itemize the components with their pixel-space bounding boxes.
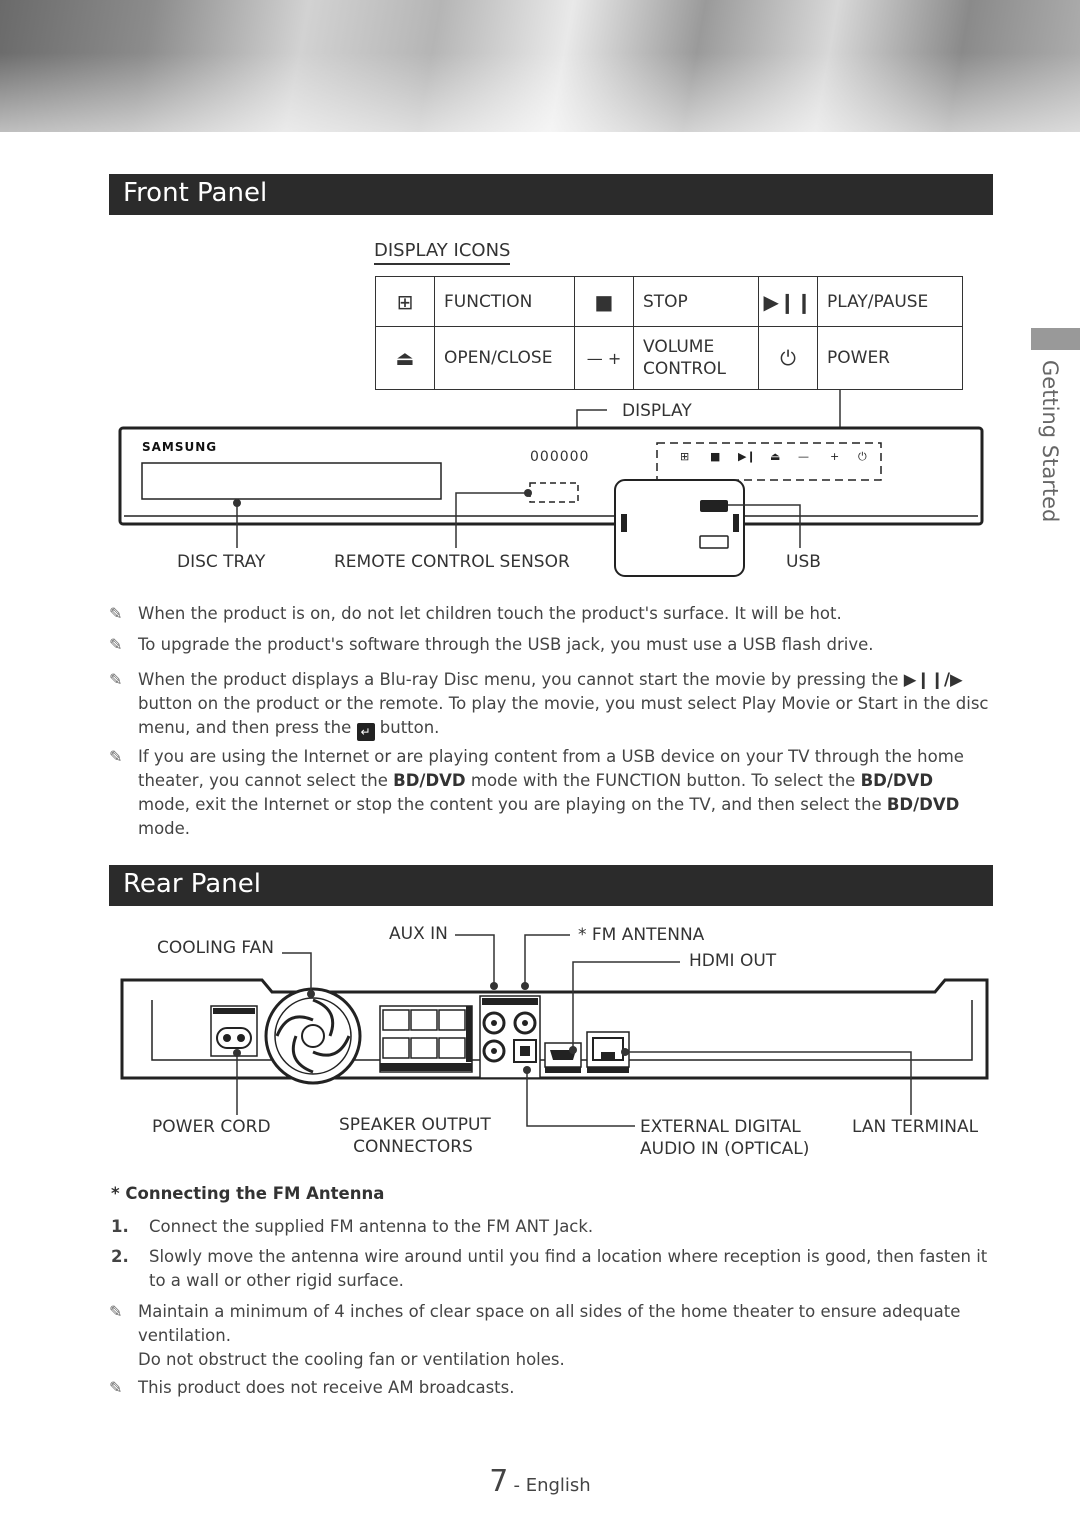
stop-label: STOP	[634, 277, 759, 327]
note-bold: BD/DVD	[393, 771, 466, 790]
callout-display: DISPLAY	[622, 401, 692, 421]
fm-antenna-heading: * Connecting the FM Antenna	[111, 1184, 385, 1203]
step-number: 2.	[111, 1247, 129, 1266]
ext-digital-line2: AUDIO IN (OPTICAL)	[640, 1139, 810, 1159]
step-number: 1.	[111, 1217, 129, 1236]
page-footer	[0, 1464, 1080, 1499]
note-text: Do not obstruct the cooling fan or ventilation holes.	[138, 1350, 565, 1369]
speaker-output-line1: SPEAKER OUTPUT	[339, 1115, 491, 1135]
note-pen-icon: ✎	[109, 747, 123, 766]
speaker-output-line2: CONNECTORS	[353, 1137, 473, 1157]
note-text: button on the product or the remote. To play the movie, you must select Play Movie or Start in the disc menu, and then press the	[138, 694, 989, 737]
open-close-label: OPEN/CLOSE	[435, 327, 575, 390]
note-text: button.	[374, 718, 440, 737]
page-number: 7	[489, 1464, 509, 1499]
play-pause-inline-icon: ▶❙❙/▶	[903, 670, 963, 689]
note	[109, 602, 989, 626]
side-tab-label: Getting Started	[1038, 360, 1062, 523]
note	[109, 1300, 989, 1372]
front-notes	[109, 602, 989, 841]
note-text: To upgrade the product's software through the USB jack, you must use a USB flash drive.	[138, 635, 874, 654]
rear-panel-title: Rear Panel	[123, 869, 261, 899]
open-close-icon: ⏏	[376, 327, 435, 390]
fm-steps	[109, 1215, 989, 1293]
note-pen-icon: ✎	[109, 670, 123, 689]
note-pen-icon: ✎	[109, 1378, 123, 1397]
btn-stop-icon[interactable]: ■	[710, 450, 721, 463]
note	[109, 745, 989, 841]
front-buttons	[672, 450, 882, 470]
btn-vol-up-icon[interactable]: +	[830, 450, 840, 463]
note-text: When the product displays a Blu-ray Disc menu, you cannot start the movie by pressing the	[138, 670, 904, 689]
callout-hdmi-out: HDMI OUT	[689, 951, 777, 971]
display-icons-title: DISPLAY ICONS	[374, 240, 510, 265]
note-pen-icon: ✎	[109, 1302, 123, 1321]
btn-power-icon[interactable]: ⏻	[858, 450, 867, 463]
display-digits: 000000	[530, 449, 590, 465]
callout-power-cord: POWER CORD	[152, 1117, 271, 1137]
note-text: This product does not receive AM broadcasts.	[138, 1378, 515, 1397]
note-bold: BD/DVD	[860, 771, 934, 790]
note	[109, 633, 989, 657]
callout-speaker-output	[339, 1115, 491, 1157]
volume-label-line2: CONTROL	[643, 359, 727, 379]
note-pen-icon: ✎	[109, 635, 123, 654]
note-bold: BD/DVD	[886, 795, 960, 814]
volume-label-line1: VOLUME	[643, 337, 715, 357]
function-label: FUNCTION	[435, 277, 575, 327]
play-pause-icon: ▶❙❙	[759, 277, 818, 327]
callout-external-digital	[640, 1117, 809, 1159]
btn-eject-icon[interactable]: ⏏	[770, 450, 781, 463]
callout-remote-sensor: REMOTE CONTROL SENSOR	[334, 552, 570, 572]
brand-logo: SAMSUNG	[142, 440, 218, 454]
btn-function-icon[interactable]: ⊞	[680, 450, 690, 463]
front-panel-diagram	[0, 0, 1080, 600]
power-label: POWER	[818, 327, 963, 390]
callout-cooling-fan: COOLING FAN	[157, 938, 274, 958]
btn-play-pause-icon[interactable]: ▶❙	[738, 450, 756, 463]
ext-digital-line1: EXTERNAL DIGITAL	[640, 1117, 801, 1137]
volume-icon: — +	[575, 327, 634, 390]
note-text: When the product is on, do not let children touch the product's surface. It will be hot.	[138, 604, 842, 623]
note-pen-icon: ✎	[109, 604, 123, 623]
note-text: If you are using the Internet or are playing content from a USB device on your TV through the home theater, you cannot select the	[138, 747, 964, 790]
note-text: mode, exit the Internet or stop the content you are playing on the TV, and then select the	[138, 795, 887, 814]
stop-icon: ■	[575, 277, 634, 327]
note-text: mode.	[138, 819, 191, 838]
note	[109, 668, 989, 741]
front-panel-title: Front Panel	[123, 178, 268, 208]
play-pause-label: PLAY/PAUSE	[818, 277, 963, 327]
note	[109, 1376, 989, 1400]
note-text: Maintain a minimum of 4 inches of clear space on all sides of the home theater to ensure adequate ventilation.	[138, 1302, 961, 1345]
power-icon: ⏻	[759, 327, 818, 390]
step-text: Slowly move the antenna wire around until you find a location where reception is good, then fasten it to a wall or other rigid surface.	[149, 1247, 988, 1290]
btn-vol-down-icon[interactable]: —	[798, 450, 809, 463]
rear-notes	[109, 1300, 989, 1400]
page-language: - English	[513, 1475, 591, 1496]
step-text: Connect the supplied FM antenna to the FM ANT Jack.	[149, 1217, 594, 1236]
callout-aux-in: AUX IN	[389, 924, 448, 944]
step	[109, 1245, 989, 1293]
enter-inline-icon: ↵	[357, 723, 375, 741]
callout-usb: USB	[786, 552, 821, 572]
note-text: mode with the FUNCTION button. To select the	[465, 771, 861, 790]
callout-disc-tray: DISC TRAY	[177, 552, 266, 572]
step	[109, 1215, 989, 1239]
callout-fm-antenna: * FM ANTENNA	[578, 925, 705, 945]
function-icon: ⊞	[376, 277, 435, 327]
callout-lan-terminal: LAN TERMINAL	[852, 1117, 979, 1137]
